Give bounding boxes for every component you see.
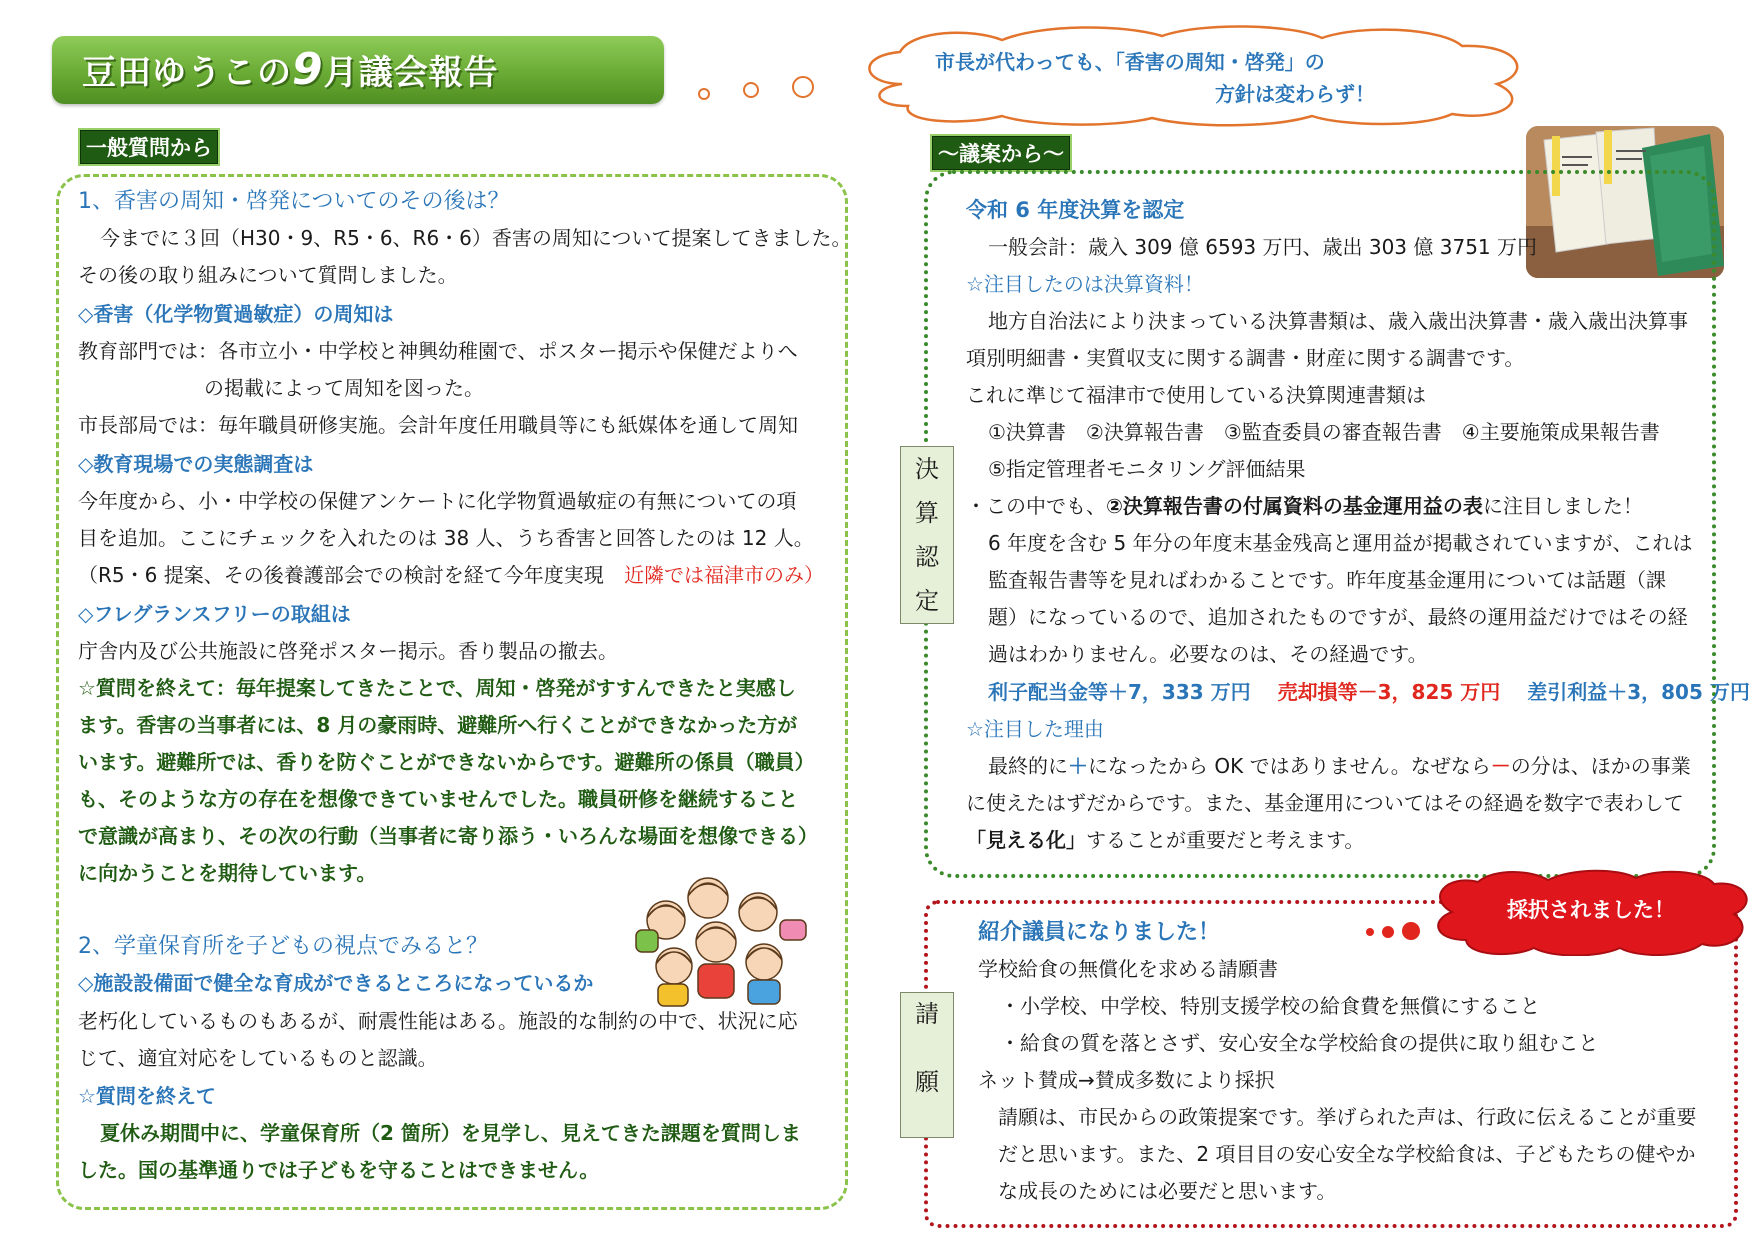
budget-p1-1: 地方自治法により決まっている決算書類は、歳入歳出決算書・歳入歳出決算事 <box>988 309 1688 333</box>
budget-reason-3 <box>966 822 1364 859</box>
thought-dot-large <box>792 76 814 98</box>
petition-vote: ネット賛成→賛成多数により採択 <box>978 1068 1275 1092</box>
q2-after-1: 夏休み期間中に、学童保育所（2 箇所）を見学し、見えてきた課題を質問しま <box>100 1121 801 1145</box>
vlabel-char-3: 認 <box>915 543 939 571</box>
petition-p1: 請願は、市民からの政策提案です。挙げられた声は、行政に伝えることが重要 <box>998 1105 1697 1129</box>
reason-plus: ＋ <box>1068 754 1088 778</box>
q1-edu-1: 教育部門では：各市立小・中学校と神興幼稚園で、ポスター掲示や保健だよりへ <box>78 339 798 363</box>
budget-list-2: ⑤指定管理者モニタリング評価結果 <box>988 457 1306 481</box>
budget-general-account: 一般会計：歳入 309 億 6593 万円、歳出 303 億 3751 万円 <box>988 235 1538 259</box>
q1-after-5: で意識が高まり、その次の行動（当事者に寄り添う・いろんな場面を想像できる） <box>78 824 818 848</box>
budget-heading: 令和 6 年度決算を認定 <box>966 198 1185 222</box>
budget-detail-1: 6 年度を含む 5 年分の年度末基金残高と運用益が掲載されていますが、これは <box>988 531 1693 555</box>
budget-detail-3: 題）になっているので、追加されたものですが、最終の運用益だけではその経 <box>988 605 1688 629</box>
reason-post: の分は、ほかの事業 <box>1510 754 1691 778</box>
q1-after-2: ます。香害の当事者には、8 月の豪雨時、避難所へ行くことができなかった方が <box>78 713 798 737</box>
title-prefix: 豆田ゆうこの <box>82 53 292 93</box>
q1-survey-3-red: 近隣では福津市のみ） <box>624 563 825 587</box>
q1-mayor: 市長部局では：毎年職員研修実施。会計年度任用職員等にも紙媒体を通して周知 <box>78 413 798 437</box>
figure-loss: 売却損等－3，825 万円 <box>1277 680 1501 704</box>
q2-after-heading: ☆質問を終えて <box>78 1084 216 1108</box>
red-dot-medium <box>1382 926 1394 938</box>
reason-pre: 最終的に <box>988 754 1068 778</box>
thought-dot-medium <box>743 82 759 98</box>
petition-bullet-1: ・小学校、中学校、特別支援学校の給食費を無償にすること <box>1000 994 1540 1018</box>
q1-survey-3 <box>78 557 824 594</box>
budget-focus-pre: ・この中でも、 <box>966 494 1106 518</box>
budget-reason-1 <box>988 748 1691 785</box>
title-month: 9 <box>292 44 324 95</box>
q1-sub-survey: ◇教育現場での実態調査は <box>78 452 314 476</box>
q1-sub-fragrance: ◇フレグランスフリーの取組は <box>78 602 351 626</box>
vlabel-char-1: 請 <box>915 1000 939 1028</box>
red-dot-large <box>1402 922 1420 940</box>
vertical-label-petition <box>900 992 954 1138</box>
figure-interest: 利子配当金等＋7，333 万円 <box>988 680 1251 704</box>
figure-net: 差引利益＋3，805 万円 <box>1527 680 1750 704</box>
q1-survey-2: 目を追加。ここにチェックを入れたのは 38 人、うち香害と回答したのは 12 人。 <box>78 526 814 550</box>
budget-p2: これに準じて福津市で使用している決算関連書類は <box>966 383 1426 407</box>
q2-heading: 2、学童保育所を子どもの視点でみると？ <box>78 934 488 959</box>
section-label-general-question: 一般質問から <box>78 128 220 166</box>
page-title <box>82 44 499 95</box>
q1-after-3: います。避難所では、香りを防ぐことができないからです。避難所の係員（職員） <box>78 750 815 774</box>
petition-p3: な成長のためには必要だと思います。 <box>998 1179 1337 1203</box>
budget-note-2: ☆注目した理由 <box>966 717 1104 741</box>
budget-figures <box>988 674 1750 711</box>
reason-3-post: することが重要だと考えます。 <box>1086 828 1365 852</box>
red-dot-small <box>1366 928 1374 936</box>
vertical-label-budget <box>900 446 954 624</box>
thought-dot-small <box>698 88 710 100</box>
title-banner <box>52 36 664 104</box>
petition-p2: だと思います。また、2 項目目の安心安全な学校給食は、子どもたちの健やか <box>998 1142 1696 1166</box>
q1-survey-1: 今年度から、小・中学校の保健アンケートに化学物質過敏症の有無についての項 <box>78 489 797 513</box>
q2-after-2: した。国の基準通りでは子どもを守ることはできません。 <box>78 1158 600 1182</box>
budget-detail-4: 過はわかりません。必要なのは、その経過です。 <box>988 642 1428 666</box>
budget-reason-2: に使えたはずだからです。また、基金運用についてはその経過を数字で表わして <box>966 791 1684 815</box>
budget-note-1: ☆注目したのは決算資料！ <box>966 272 1204 296</box>
cloud-line-1: 市長が代わっても、「香害の周知・啓発」の <box>935 50 1325 74</box>
budget-list-1: ①決算書 ②決算報告書 ③監査委員の審査報告書 ④主要施策成果報告書 <box>988 420 1660 444</box>
vlabel-char-4: 定 <box>915 587 939 615</box>
q1-sub-awareness: ◇香害（化学物質過敏症）の周知は <box>78 302 394 326</box>
vlabel-char-2: 算 <box>915 499 939 527</box>
budget-focus <box>966 488 1643 525</box>
vlabel-char-1: 決 <box>915 455 939 483</box>
q1-after-6: に向かうことを期待しています。 <box>78 861 377 885</box>
petition-title: 学校給食の無償化を求める請願書 <box>978 957 1278 981</box>
q1-after-4: も、そのような方の存在を想像できていませんでした。職員研修を継続すること <box>78 787 798 811</box>
children-illustration <box>630 870 816 1010</box>
vlabel-char-2: 願 <box>915 1068 939 1096</box>
q1-heading: 1、香害の周知・啓発についてのその後は？ <box>78 189 510 214</box>
budget-detail-2: 監査報告書等を見ればわかることです。昨年度基金運用については話題（課 <box>988 568 1666 592</box>
budget-p1-2: 項別明細書・実質収支に関する調書・財産に関する調書です。 <box>966 346 1525 370</box>
q2-body-2: じて、適宜対応をしているものと認識。 <box>78 1046 438 1070</box>
petition-bullet-2: ・給食の質を落とさず、安心安全な学校給食の提供に取り組むこと <box>1000 1031 1599 1055</box>
q1-after-1: ☆質問を終えて：毎年提案してきたことで、周知・啓発がすすんできたと実感し <box>78 676 796 700</box>
title-suffix: 月議会報告 <box>323 53 499 93</box>
burst-text: 採択されました！ <box>1507 898 1675 922</box>
cloud-message <box>935 46 1375 110</box>
q1-survey-3-text: （R5・6 提案、その後養護部会での検討を経て今年度実現 <box>78 563 604 587</box>
q1-fragrance: 庁舎内及び公共施設に啓発ポスター掲示。香り製品の撤去。 <box>78 639 618 663</box>
reason-visualize: 「見える化」 <box>966 828 1086 852</box>
cloud-line-2: 方針は変わらず！ <box>1215 82 1375 106</box>
q1-edu-2: の掲載によって周知を図った。 <box>204 376 484 400</box>
budget-focus-post: に注目しました！ <box>1482 494 1643 518</box>
q2-body-1: 老朽化しているものもあるが、耐震性能はある。施設的な制約の中で、状況に応 <box>78 1009 798 1033</box>
budget-focus-bold: ②決算報告書の付属資料の基金運用益の表 <box>1106 494 1483 518</box>
q1-intro-1: 今までに３回（H30・9、R5・6、R6・6）香害の周知について提案してきました。 <box>100 226 852 250</box>
petition-heading: 紹介議員になりました！ <box>978 920 1221 945</box>
q1-intro-2: その後の取り組みについて質問しました。 <box>78 263 458 287</box>
section-label-bills: ～議案から～ <box>930 134 1072 172</box>
reason-mid: になったから OK ではありません。なぜなら <box>1088 754 1491 778</box>
reason-minus: － <box>1490 754 1511 778</box>
q2-sub-facility: ◇施設設備面で健全な育成ができるところになっているか <box>78 971 594 995</box>
